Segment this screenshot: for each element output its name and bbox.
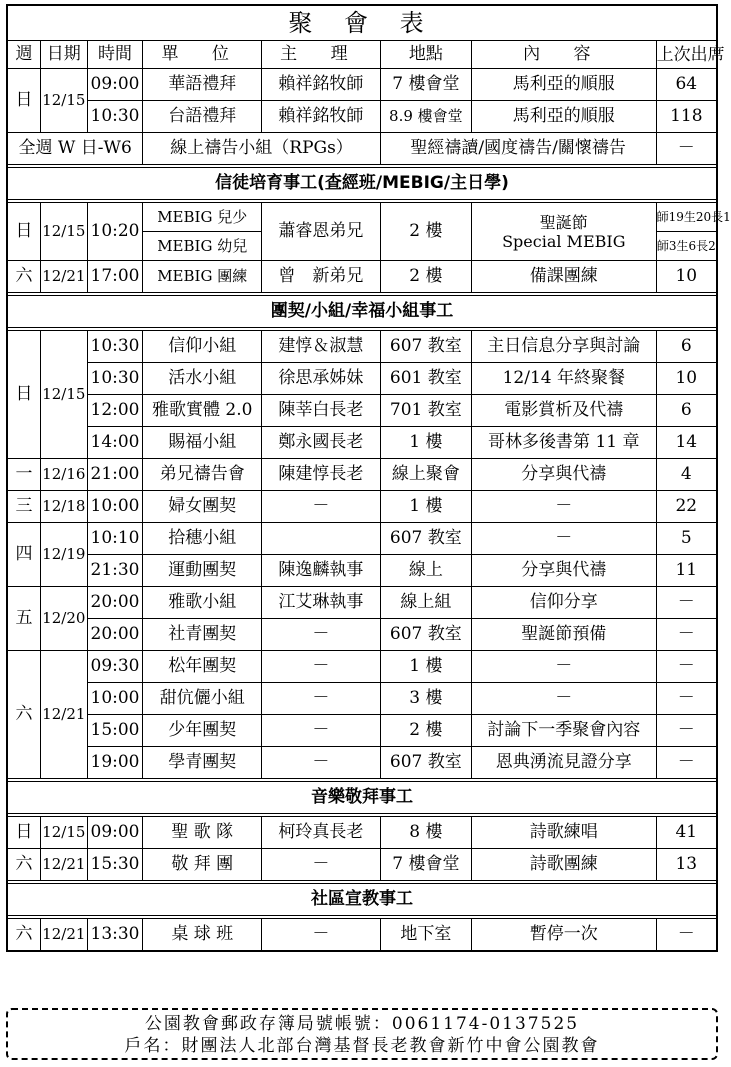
time-cell: 15:00 bbox=[87, 715, 143, 747]
time-cell: 09:00 bbox=[87, 817, 143, 849]
time-cell: 19:00 bbox=[87, 747, 143, 779]
table-row bbox=[7, 715, 717, 747]
content-line: Special MEBIG bbox=[502, 231, 626, 251]
attendance-cell: － bbox=[656, 715, 717, 747]
unit-cell: 婦女團契 bbox=[143, 491, 262, 523]
time-cell: 14:00 bbox=[87, 427, 143, 459]
host-cell: － bbox=[262, 491, 381, 523]
account-name-line: 戶名：財團法人北部台灣基督長老教會新竹中會公園教會 bbox=[124, 1036, 600, 1056]
content-line: 聖誕節 bbox=[539, 212, 588, 232]
col-date: 日期 bbox=[40, 41, 87, 69]
host-cell bbox=[262, 523, 381, 555]
table-row bbox=[7, 69, 717, 101]
table-row bbox=[7, 203, 717, 232]
attendance-cell: 師3生6長2 bbox=[656, 232, 717, 261]
host-cell: 陳逸麟執事 bbox=[262, 555, 381, 587]
content-cell: 電影賞析及代禱 bbox=[471, 395, 656, 427]
col-unit: 單 位 bbox=[143, 41, 262, 69]
donation-account-box bbox=[6, 1008, 718, 1060]
attendance-cell: 6 bbox=[656, 395, 717, 427]
time-cell: 12:00 bbox=[87, 395, 143, 427]
account-number-line: 公園教會郵政存簿局號帳號：0061174-0137525 bbox=[144, 1014, 580, 1034]
attendance-cell: 13 bbox=[656, 849, 717, 881]
date-cell: 12/15 bbox=[40, 69, 87, 133]
host-cell: － bbox=[262, 715, 381, 747]
table-row bbox=[7, 261, 717, 293]
content-cell: 12/14 年終聚餐 bbox=[471, 363, 656, 395]
attendance-cell: － bbox=[656, 619, 717, 651]
table-row bbox=[7, 555, 717, 587]
unit-cell: MEBIG 團練 bbox=[143, 261, 262, 293]
date-cell: 12/21 bbox=[40, 849, 87, 881]
place-cell: 3 樓 bbox=[380, 683, 471, 715]
unit-cell: 活水小組 bbox=[143, 363, 262, 395]
table-row bbox=[7, 427, 717, 459]
attendance-cell: 5 bbox=[656, 523, 717, 555]
place-cell: 1 樓 bbox=[380, 427, 471, 459]
content-cell: 詩歌練唱 bbox=[471, 817, 656, 849]
place-cell: 1 樓 bbox=[380, 651, 471, 683]
unit-cell: 華語禮拜 bbox=[143, 69, 262, 101]
date-cell: 12/21 bbox=[40, 919, 87, 951]
attendance-cell: 師19生20長1 bbox=[656, 203, 717, 232]
host-cell: 賴祥銘牧師 bbox=[262, 101, 381, 133]
content-cell: 分享與代禱 bbox=[471, 555, 656, 587]
place-cell: 線上組 bbox=[380, 587, 471, 619]
table-row bbox=[7, 849, 717, 881]
table-row bbox=[7, 651, 717, 683]
date-cell: 12/21 bbox=[40, 261, 87, 293]
time-cell: 10:20 bbox=[87, 203, 143, 261]
day-cell: 六 bbox=[7, 849, 40, 881]
date-cell: 12/21 bbox=[40, 651, 87, 779]
content-cell: 聖誕節預備 bbox=[471, 619, 656, 651]
content-cell: 哥林多後書第 11 章 bbox=[471, 427, 656, 459]
unit-cell: 弟兄禱告會 bbox=[143, 459, 262, 491]
attendance-cell: 22 bbox=[656, 491, 717, 523]
place-cell: 8.9 樓會堂 bbox=[380, 101, 471, 133]
section-heading-community: 社區宣教事工 bbox=[7, 884, 717, 916]
unit-cell: 雅歌小組 bbox=[143, 587, 262, 619]
content-cell: － bbox=[471, 523, 656, 555]
attendance-cell: 41 bbox=[656, 817, 717, 849]
attendance-cell: 14 bbox=[656, 427, 717, 459]
col-time: 時間 bbox=[87, 41, 143, 69]
unit-cell: 敬 拜 團 bbox=[143, 849, 262, 881]
section-heading-music: 音樂敬拜事工 bbox=[7, 782, 717, 814]
attendance-cell: － bbox=[656, 919, 717, 951]
attendance-cell: 6 bbox=[656, 331, 717, 363]
unit-cell: 雅歌實體 2.0 bbox=[143, 395, 262, 427]
place-cell: 2 樓 bbox=[380, 261, 471, 293]
content-cell: 信仰分享 bbox=[471, 587, 656, 619]
place-cell: 607 教室 bbox=[380, 523, 471, 555]
day-cell: 日 bbox=[7, 203, 40, 261]
col-last-attendance: 上次出席 bbox=[656, 41, 717, 69]
page-title: 聚 會 表 bbox=[7, 5, 717, 41]
meeting-schedule-table bbox=[6, 4, 731, 952]
date-cell: 12/15 bbox=[40, 817, 87, 849]
time-cell: 10:30 bbox=[87, 363, 143, 395]
content-cell: 詩歌團練 bbox=[471, 849, 656, 881]
host-cell: － bbox=[262, 651, 381, 683]
time-cell: 09:30 bbox=[87, 651, 143, 683]
day-cell: 日 bbox=[7, 331, 40, 459]
table-row bbox=[7, 459, 717, 491]
host-cell: 鄭永國長老 bbox=[262, 427, 381, 459]
content-cell: 恩典湧流見證分享 bbox=[471, 747, 656, 779]
host-cell: 陳建惇長老 bbox=[262, 459, 381, 491]
time-cell: 15:30 bbox=[87, 849, 143, 881]
content-cell: 討論下一季聚會內容 bbox=[471, 715, 656, 747]
time-cell: 10:00 bbox=[87, 683, 143, 715]
content-cell: 備課團練 bbox=[471, 261, 656, 293]
host-cell: － bbox=[262, 619, 381, 651]
host-cell: 徐思承姊妹 bbox=[262, 363, 381, 395]
section-heading-fellowship: 團契/小組/幸福小組事工 bbox=[7, 296, 717, 328]
host-cell: － bbox=[262, 683, 381, 715]
table-row bbox=[7, 395, 717, 427]
place-cell: 2 樓 bbox=[380, 715, 471, 747]
time-cell: 10:30 bbox=[87, 101, 143, 133]
content-cell: 分享與代禱 bbox=[471, 459, 656, 491]
table-row bbox=[7, 919, 717, 951]
unit-cell: 拾穗小組 bbox=[143, 523, 262, 555]
unit-cell: 松年團契 bbox=[143, 651, 262, 683]
attendance-cell: － bbox=[656, 133, 717, 165]
day-cell: 六 bbox=[7, 651, 40, 779]
content-cell: 馬利亞的順服 bbox=[471, 69, 656, 101]
table-row bbox=[7, 133, 717, 165]
unit-cell: 台語禮拜 bbox=[143, 101, 262, 133]
host-cell: 蕭睿恩弟兄 bbox=[262, 203, 381, 261]
table-row bbox=[7, 747, 717, 779]
place-cell: 1 樓 bbox=[380, 491, 471, 523]
host-cell: 陳莘白長老 bbox=[262, 395, 381, 427]
section-heading-discipleship: 信徒培育事工(查經班/MEBIG/主日學) bbox=[7, 168, 717, 200]
attendance-cell: 64 bbox=[656, 69, 717, 101]
unit-cell: 學青團契 bbox=[143, 747, 262, 779]
date-cell: 12/19 bbox=[40, 523, 87, 587]
place-cell: 線上聚會 bbox=[380, 459, 471, 491]
table-row bbox=[7, 491, 717, 523]
time-cell: 10:00 bbox=[87, 491, 143, 523]
table-row bbox=[7, 331, 717, 363]
day-cell: 日 bbox=[7, 69, 40, 133]
host-cell: 柯玲真長老 bbox=[262, 817, 381, 849]
time-cell: 17:00 bbox=[87, 261, 143, 293]
time-cell: 20:00 bbox=[87, 619, 143, 651]
date-cell: 12/20 bbox=[40, 587, 87, 651]
table-row bbox=[7, 523, 717, 555]
col-content: 內 容 bbox=[471, 41, 656, 69]
unit-cell: MEBIG 幼兒 bbox=[143, 232, 262, 261]
host-cell: 賴祥銘牧師 bbox=[262, 69, 381, 101]
host-cell: 建惇＆淑慧 bbox=[262, 331, 381, 363]
table-row bbox=[7, 587, 717, 619]
place-cell: 7 樓會堂 bbox=[380, 849, 471, 881]
header-row bbox=[7, 41, 717, 69]
place-cell: 線上 bbox=[380, 555, 471, 587]
attendance-cell: 4 bbox=[656, 459, 717, 491]
place-cell: 地下室 bbox=[380, 919, 471, 951]
host-cell: 江艾琳執事 bbox=[262, 587, 381, 619]
table-row bbox=[7, 101, 717, 133]
content-cell: 聖經禱讀/國度禱告/關懷禱告 bbox=[380, 133, 656, 165]
time-cell: 21:30 bbox=[87, 555, 143, 587]
date-cell: 12/15 bbox=[40, 331, 87, 459]
date-cell: 12/18 bbox=[40, 491, 87, 523]
attendance-cell: － bbox=[656, 651, 717, 683]
host-cell: － bbox=[262, 919, 381, 951]
time-cell: 20:00 bbox=[87, 587, 143, 619]
time-cell: 13:30 bbox=[87, 919, 143, 951]
table-row bbox=[7, 619, 717, 651]
host-cell: 曾 新弟兄 bbox=[262, 261, 381, 293]
place-cell: 607 教室 bbox=[380, 619, 471, 651]
unit-cell: 聖 歌 隊 bbox=[143, 817, 262, 849]
unit-cell: 社青團契 bbox=[143, 619, 262, 651]
day-cell: 四 bbox=[7, 523, 40, 587]
period-cell: 全週 W 日-W6 bbox=[7, 133, 143, 165]
attendance-cell: 118 bbox=[656, 101, 717, 133]
attendance-cell: 10 bbox=[656, 363, 717, 395]
attendance-cell: － bbox=[656, 683, 717, 715]
unit-cell: MEBIG 兒少 bbox=[143, 203, 262, 232]
unit-cell: 甜伉儷小組 bbox=[143, 683, 262, 715]
place-cell: 701 教室 bbox=[380, 395, 471, 427]
content-cell: － bbox=[471, 491, 656, 523]
time-cell: 10:10 bbox=[87, 523, 143, 555]
time-cell: 21:00 bbox=[87, 459, 143, 491]
place-cell: 7 樓會堂 bbox=[380, 69, 471, 101]
place-cell: 607 教室 bbox=[380, 331, 471, 363]
unit-cell: 運動團契 bbox=[143, 555, 262, 587]
day-cell: 三 bbox=[7, 491, 40, 523]
content-cell: － bbox=[471, 683, 656, 715]
place-cell: 8 樓 bbox=[380, 817, 471, 849]
content-cell: 主日信息分享與討論 bbox=[471, 331, 656, 363]
day-cell: 一 bbox=[7, 459, 40, 491]
content-cell: 暫停一次 bbox=[471, 919, 656, 951]
day-cell: 五 bbox=[7, 587, 40, 651]
host-cell: － bbox=[262, 849, 381, 881]
attendance-cell: － bbox=[656, 747, 717, 779]
content-cell: 馬利亞的順服 bbox=[471, 101, 656, 133]
date-cell: 12/16 bbox=[40, 459, 87, 491]
unit-cell: 信仰小組 bbox=[143, 331, 262, 363]
place-cell: 607 教室 bbox=[380, 747, 471, 779]
col-host: 主 理 bbox=[262, 41, 381, 69]
place-cell: 601 教室 bbox=[380, 363, 471, 395]
content-cell: － bbox=[471, 651, 656, 683]
attendance-cell: 10 bbox=[656, 261, 717, 293]
unit-cell: 桌 球 班 bbox=[143, 919, 262, 951]
host-cell: － bbox=[262, 747, 381, 779]
table-row bbox=[7, 363, 717, 395]
col-week: 週 bbox=[7, 41, 40, 69]
date-cell: 12/15 bbox=[40, 203, 87, 261]
day-cell: 日 bbox=[7, 817, 40, 849]
content-cell bbox=[471, 203, 656, 261]
time-cell: 09:00 bbox=[87, 69, 143, 101]
table-row bbox=[7, 683, 717, 715]
unit-cell: 少年團契 bbox=[143, 715, 262, 747]
col-place: 地點 bbox=[380, 41, 471, 69]
table-row bbox=[7, 817, 717, 849]
day-cell: 六 bbox=[7, 261, 40, 293]
attendance-cell: － bbox=[656, 587, 717, 619]
day-cell: 六 bbox=[7, 919, 40, 951]
time-cell: 10:30 bbox=[87, 331, 143, 363]
unit-cell: 線上禱告小組（RPGs） bbox=[143, 133, 380, 165]
unit-cell: 賜福小組 bbox=[143, 427, 262, 459]
attendance-cell: 11 bbox=[656, 555, 717, 587]
place-cell: 2 樓 bbox=[380, 203, 471, 261]
